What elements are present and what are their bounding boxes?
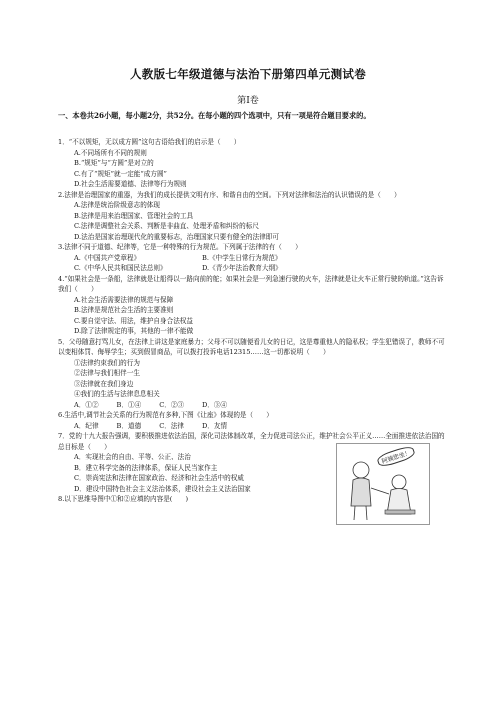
option: A.社会生活需要法律的规范与保障 (74, 295, 174, 304)
option-row (74, 263, 450, 274)
section-heading: 一、本卷共26小题，每小题2分，共52分。在每小题的四个选项中，只有一项是符合题目要求的。 (58, 111, 371, 120)
choice: D．友情 (202, 421, 228, 430)
question-stem: 8.以下思维导图中①和②应填的内容是( ) (58, 495, 189, 503)
choice: D．③④ (202, 400, 228, 409)
option: C.要自觉守法、用法，维护自身合法权益 (74, 316, 193, 325)
choice: A．①② (74, 400, 99, 409)
cartoon-caption: 阿姨您坐！ (376, 444, 416, 468)
question-stem: 7．党的十九大报告强调，要积极推进依法治国，深化司法体制改革，全力促进司法公正，维护社会公平正义……全面推进依法治国的总目标是（ ） (58, 432, 445, 451)
option: B.法律是用来治理国家、管理社会的工具 (74, 211, 194, 220)
question-stem: 4.“如果社会是一条船，法律就是让船得以一路向前的舵；如果社会是一列急速行驶的火车，法律就是让火车正常行驶的轨道。”这告诉我们（ ） (58, 274, 444, 293)
option: A.《中国共产党章程》 (74, 253, 141, 262)
option: B.法律是规范社会生活的主要准则 (74, 306, 174, 314)
question-5 (58, 337, 450, 411)
option: ④我们的生活与法律息息相关 (74, 390, 160, 398)
page-title: 人教版七年级道德与法治下册第四单元测试卷 (130, 67, 366, 81)
choice: A．纪律 (74, 421, 99, 430)
option: ②法律与我们相伴一生 (74, 369, 140, 377)
question-stem: 5．父母随意打骂儿女，在法律上讲这是家庭暴力；父母不可以随便看儿女的日记，这是尊重他人的隐私权；学生犯错误了，教师不可以变相体罚、侮辱学生；买到假冒商品，可以拨打投诉电话12315……这一切都说明（ ） (58, 337, 445, 356)
option: B.《中学生日常行为规范》 (202, 253, 282, 262)
option: A.法律是统治阶级意志的体现 (74, 201, 160, 209)
question-1 (58, 137, 450, 190)
option: D.除了法律规定的事，其他的一律不能做 (74, 327, 194, 335)
question-6 (58, 410, 450, 431)
question-stem: 1．“不以规矩，无以成方圆”这句古语给我们的启示是（ ） (58, 138, 241, 146)
choice: B．①④ (116, 400, 142, 409)
choice: C．法律 (159, 421, 185, 430)
option: C．崇尚宪法和法律在国家政治、经济和社会生活中的权威 (74, 474, 244, 482)
question-4 (58, 274, 450, 337)
choice-row (74, 421, 450, 432)
option: A.不同场所有不同的规则 (74, 148, 147, 157)
question-3 (58, 242, 450, 274)
question-stem: 6.生活中,调节社会关系的行为规范有多种,下图《让座》体现的是（ ） (58, 411, 273, 419)
choice-row (74, 400, 450, 411)
option: A．实现社会的自由、平等、公正、法治 (74, 453, 191, 461)
option: ③法律就在我们身边 (74, 379, 134, 388)
option: D．建设中国特色社会主义法治体系，建设社会主义法治国家 (74, 484, 251, 493)
option-row (74, 253, 450, 264)
option: D.社会生活需要道德、法律等行为规则 (74, 180, 187, 188)
choice: C．②③ (159, 400, 185, 409)
choice: B．道德 (116, 421, 142, 430)
question-2 (58, 190, 450, 243)
question-stem: 2.法律是治理国家的重器，为我们的成长提供文明有序、和谐自由的空间。下列对法律和法治的认识错误的是（ ） (58, 190, 401, 199)
seat-offering-cartoon (336, 443, 430, 525)
question-stem: 3.法律不同于道德、纪律等，它是一种特殊的行为规范。下列属于法律的有（ ） (58, 243, 302, 251)
option: D.法治是国家治理现代化的重要标志，治理国家只要有健全的法律即可 (74, 232, 279, 241)
page-subtitle: 第Ⅰ卷 (237, 96, 259, 106)
option: D.《青少年法治教育大纲》 (202, 264, 282, 272)
option: C.有了“规矩”就一定能“成方圆” (74, 169, 167, 178)
option: C.《中华人民共和国民法总则》 (74, 264, 167, 272)
option: C.法律是调整社会关系、判断是非曲直、处理矛盾和纠纷的标尺 (74, 222, 259, 230)
option: B.“规矩”与“方圆”是对立的 (74, 159, 154, 167)
option: B．建立科学完备的法律体系，保证人民当家作主 (74, 463, 218, 472)
option: ①法律约束我们的行为 (74, 358, 140, 367)
